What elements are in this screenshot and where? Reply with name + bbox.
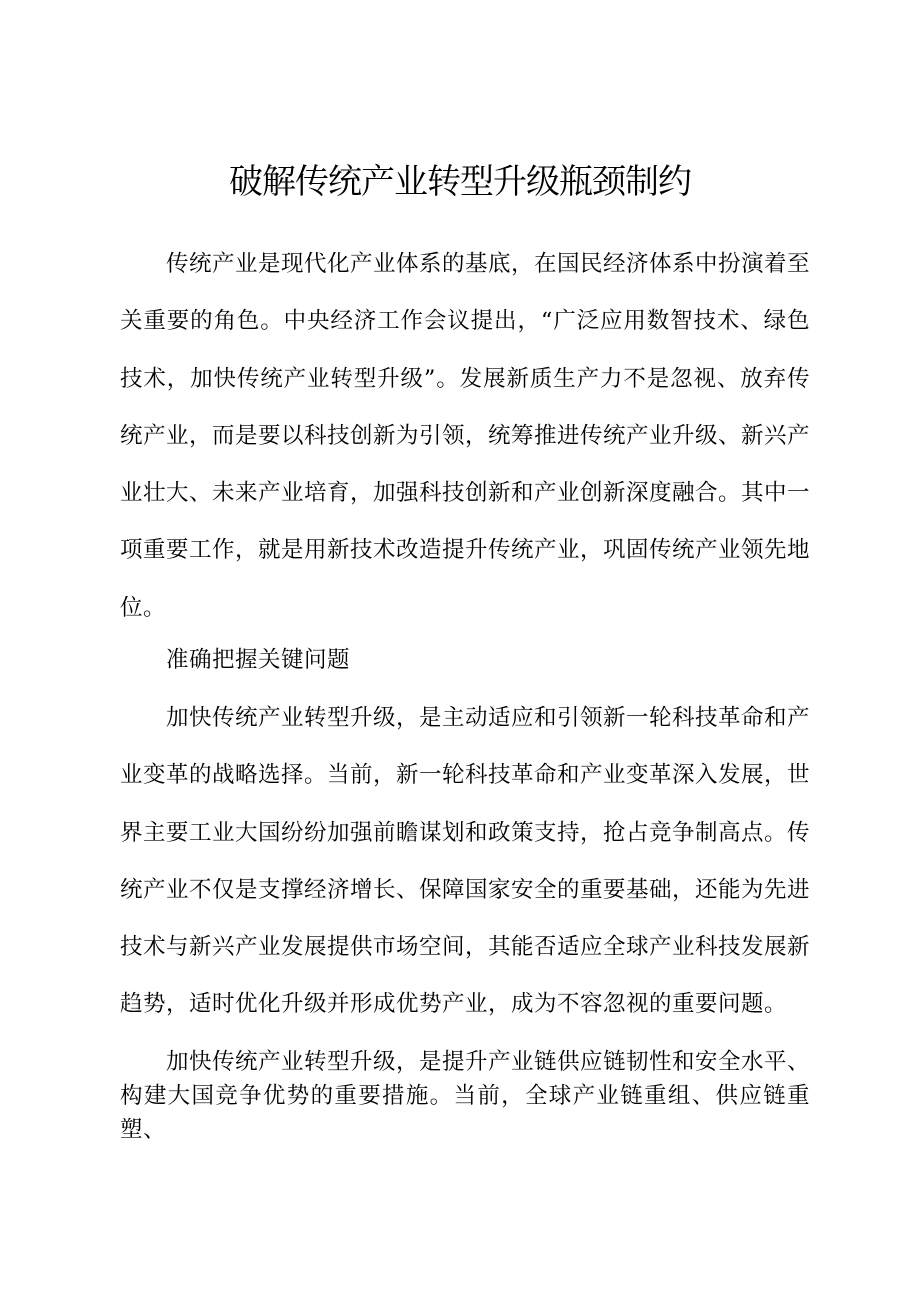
section-heading: 准确把握关键问题 xyxy=(166,647,351,673)
document-title: 破解传统产业转型升级瓶颈制约 xyxy=(229,162,691,202)
paragraph-supply-chain: 加快传统产业转型升级，是提升产业链供应链韧性和安全水平、构建大国竞争优势的重要措施。当前，全球产业链重组、供应链重塑、 xyxy=(120,1049,811,1143)
paragraph-strategic-choice: 加快传统产业转型升级，是主动适应和引领新一轮科技革命和产业变革的战略选择。当前，新一轮科技革命和产业变革深入发展，世界主要工业大国纷纷加强前瞻谋划和政策支持，抢占竞争制高点。传统产业不仅是支撑经济增长、保障国家安全的重要基础，还能为先进技术与新兴产业发展提供市场空间，其能否适应全球产业科技发展新趋势，适时优化升级并形成优势产业，成为不容忽视的重要问题。 xyxy=(120,705,811,1018)
paragraph-intro: 传统产业是现代化产业体系的基底，在国民经济体系中扮演着至关重要的角色。中央经济工作会议提出，“广泛应用数智技术、绿色技术，加快传统产业转型升级”。发展新质生产力不是忽视、放弃传统产业，而是要以科技创新为引领，统筹推进传统产业升级、新兴产业壮大、未来产业培育，加强科技创新和产业创新深度融合。其中一项重要工作，就是用新技术改造提升传统产业，巩固传统产业领先地位。 xyxy=(120,251,811,621)
